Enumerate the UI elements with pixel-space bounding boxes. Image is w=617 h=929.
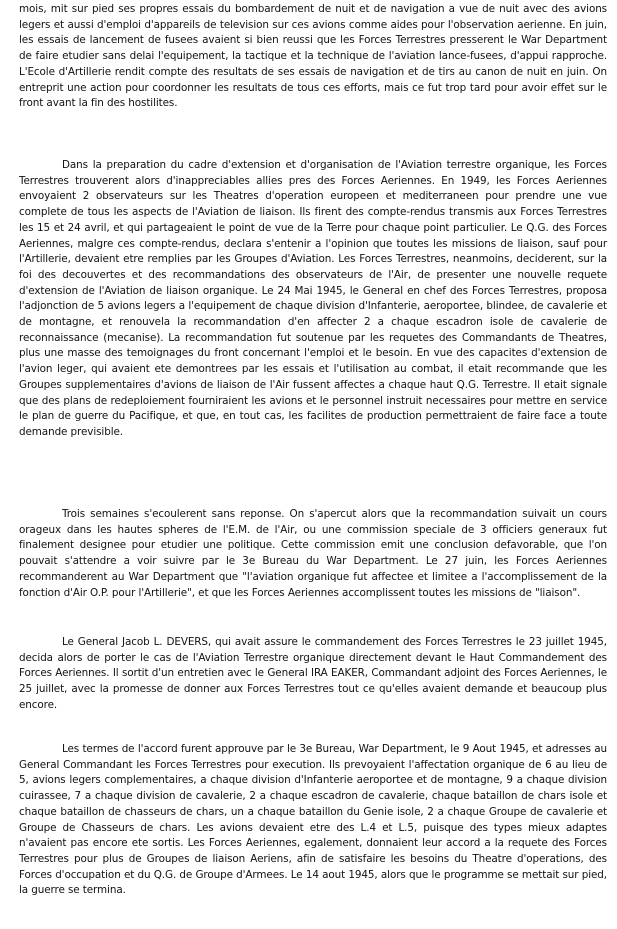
paragraph-accord-terms: Les termes de l'accord furent approuve par le 3e Bureau, War Department, le 9 Aout 1945, et adresses au General Commandant les Forces Terrestres pour execution. Ils prevoyaient l'affectation organique de 6 au lieu de 5, avions legers complementaires, a chaque division d'Infanterie aeroportee et de montagne, 9 a chaque division cuirassee, 7 a chaque division de cavalerie, 2 a chaque escadron de cavalerie, chaque bataillon de chars isole et chaque bataillon de chasseurs de chars, un a chaque bataillon du Genie isole, 2 a chaque Groupe de cavalerie et Groupe de Chasseurs de chars. Les avions devaient etre des L.4 et L.5, puisque des types mieux adaptes n'avaient pas encore ete sortis. Les Forces Aeriennes, egalement, donnaient leur accord a la requete des Forces Terrestres pour plus de Groupes de liaison Aeriens, afin de satisfaire les besoins du Theatre d'operations, des Forces d'occupation et du Q.G. de Groupe d'Armees. Le 14 aout 1945, alors que le programme se mettait sur pied, la guerre se termina. <box>19 743 607 897</box>
paragraph-general-devers: Le General Jacob L. DEVERS, qui avait assure le commandement des Forces Terrestres le 23 juillet 1945, decida alors de porter le cas de l'Aviation Terrestre organique directement devant le Haut Commandement des Forces Aeriennes. Il sortit d'un entretien avec le General IRA EAKER, Commandant adjoint des Forces Aeriennes, le 25 juillet, avec la promesse de donner aux Forces Terrestres tout ce qu'elles avaient demande et beaucoup plus encore. <box>19 636 607 711</box>
paragraph-night-trials: mois, mit sur pied ses propres essais du bombardement de nuit et de navigation a vue de nuit avec des avions legers et aussi d'emploi d'appareils de television sur ces avions comme aides pour l'observation aerienne. En juin, les essais de lancement de fusees avaient si bien reussi que les Forces Terrestres presserent le War Department de faire etudier sans delai l'equipement, la tactique et la technique de l'aviation lance-fusees, d'appui rapproche. L'Ecole d'Artillerie rendit compte des resultats de ses essais de navigation et de tirs au canon de nuit en juin. On entreprit une action pour coordonner les resultats de tous ces efforts, mais ce fut trop tard pour avoir effet sur le front avant la fin des hostilites. <box>19 3 607 110</box>
paragraph-organic-aviation-extension: Dans la preparation du cadre d'extension et d'organisation de l'Aviation terrestre organique, les Forces Terrestres trouverent alors d'inappreciables allies pres des Forces Aeriennes. En 1949, les Forces Aeriennes envoyaient 2 observateurs sur les Theatres d'operation europeen et mediterraneen pour prendre une vue complete de tous les aspects de l'Aviation de liaison. Ils firent des compte-rendus transmis aux Forces Terrestres les 15 et 24 avril, et qui partageaient le point de vue de la Terre pour chaque point particulier. Le Q.G. des Forces Aeriennes, malgre ces compte-rendus, declara s'entenir a l'opinion que toutes les missions de liaison, sauf pour l'Artillerie, devaient etre remplies par les Groupes d'Aviation. Les Forces Terrestres, neanmoins, deciderent, sur la foi des decouvertes et des recommandations des observateurs de l'Air, de presenter une nouvelle requete d'extension de l'Aviation de liaison organique. Le 24 Mai 1945, le General en chef des Forces Terrestres, proposa l'adjonction de 5 avions legers a l'equipement de chaque division d'Infanterie, aeroportee, blindee, de cavalerie et de montagne, et renouvela la recommandation d'en affecter 2 a chaque escadron isole de cavalerie de reconnaissance (mecanise). La recommandation fut soutenue par les requetes des Commandants de Theatres, plus une masse des temoignages du front concernant l'emploi et le besoin. En vue des capacites d'extension de l'avion leger, qui avaient ete demontrees par les essais et l'utilisation au combat, il etait recommande que les Groupes supplementaires d'avions de liaison de l'Air fussent affectes a chaque haut Q.G. Terrestre. Il etait signale que des plans de redeploiement fourniraient les avions et le personnel instruit necessaires pour mettre en service le plan de guerre du Pacifique, et que, en tout cas, les facilites de production permettraient de faire face a toute demande previsible. <box>19 159 607 438</box>
paragraph-air-staff-response: Trois semaines s'ecoulerent sans reponse. On s'apercut alors que la recommandation suivait un cours orageux dans les hautes spheres de l'E.M. de l'Air, ou une commission speciale de 3 officiers generaux fut finalement designee pour etudier une politique. Cette commission emit une conclusion defavorable, que l'on pouvait s'attendre a voir suivre par le 3e Bureau du War Department. Le 27 juin, les Forces Aeriennes recommanderent au War Department que "l'aviation organique fut affectee et limitee a l'accomplissement de la fonction d'Air O.P. pour l'Artillerie", et que les Forces Aeriennes accomplissent toutes les missions de "liaison". <box>19 508 607 599</box>
document-page <box>19 2 607 926</box>
